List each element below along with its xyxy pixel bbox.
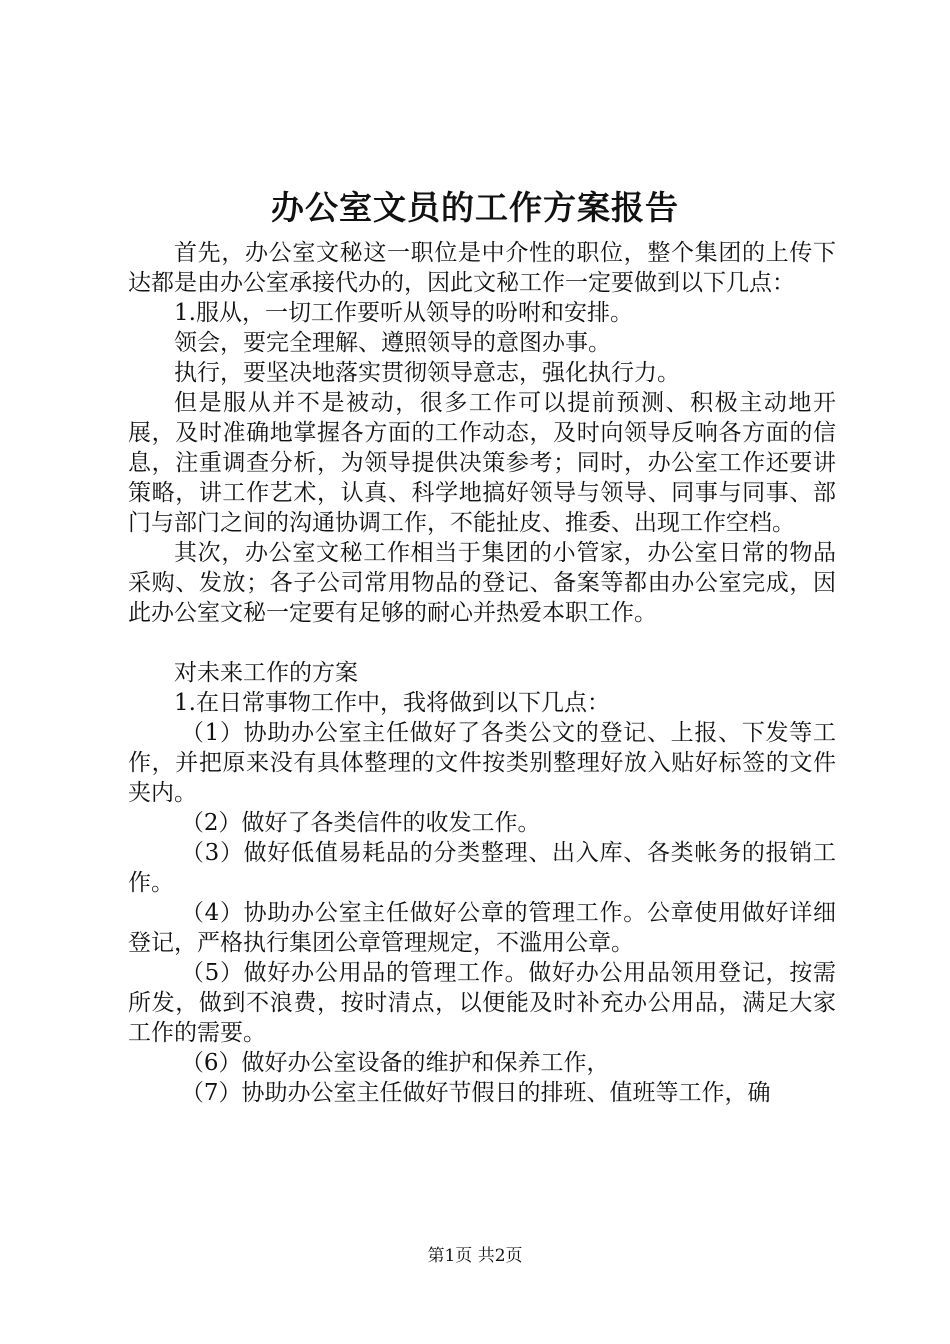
paragraph: 1.在日常事物工作中，我将做到以下几点： bbox=[174, 690, 610, 716]
blank-line bbox=[128, 628, 836, 658]
list-item: （7）协助办公室主任做好节假日的排班、值班等工作，确 bbox=[180, 1080, 771, 1106]
document-body bbox=[128, 238, 836, 1108]
paragraph: 领会，要完全理解、遵照领导的意图办事。 bbox=[174, 330, 611, 356]
list-item: （6）做好办公室设备的维护和保养工作， bbox=[180, 1050, 610, 1076]
list-item: （2）做好了各类信件的收发工作。 bbox=[180, 810, 541, 836]
list-item: （5）做好办公用品的管理工作。做好办公用品领用登记，按需所发，做到不浪费，按时清点，以便能及时补充办公用品，满足大家工作的需要。 bbox=[128, 960, 836, 1046]
list-item: （1）协助办公室主任做好了各类公文的登记、上报、下发等工作，并把原来没有具体整理的文件按类别整理好放入贴好标签的文件夹内。 bbox=[128, 720, 836, 806]
list-item: （3）做好低值易耗品的分类整理、出入库、各类帐务的报销工作。 bbox=[128, 840, 836, 896]
paragraph: 1.服从，一切工作要听从领导的吩咐和安排。 bbox=[174, 300, 633, 326]
paragraph: 其次，办公室文秘工作相当于集团的小管家，办公室日常的物品采购、发放；各子公司常用物品的登记、备案等都由办公室完成，因此办公室文秘一定要有足够的耐心并热爱本职工作。 bbox=[128, 540, 836, 626]
list-item: （4）协助办公室主任做好公章的管理工作。公章使用做好详细登记，严格执行集团公章管理规定，不滥用公章。 bbox=[128, 900, 836, 956]
paragraph: 但是服从并不是被动，很多工作可以提前预测、积极主动地开展，及时准确地掌握各方面的工作动态，及时向领导反响各方面的信息，注重调查分析，为领导提供决策参考；同时，办公室工作还要讲策略，讲工作艺术，认真、科学地搞好领导与领导、同事与同事、部门与部门之间的沟通协调工作，不能扯皮、推委、出现工作空档。 bbox=[128, 390, 836, 536]
paragraph: 执行，要坚决地落实贯彻领导意志，强化执行力。 bbox=[174, 360, 680, 386]
document-title: 办公室文员的工作方案报告 bbox=[271, 188, 679, 227]
page-footer: 第1页 共2页 bbox=[427, 1246, 523, 1266]
section-heading: 对未来工作的方案 bbox=[174, 660, 358, 686]
paragraph: 首先，办公室文秘这一职位是中介性的职位，整个集团的上传下达都是由办公室承接代办的，因此文秘工作一定要做到以下几点： bbox=[128, 240, 836, 296]
